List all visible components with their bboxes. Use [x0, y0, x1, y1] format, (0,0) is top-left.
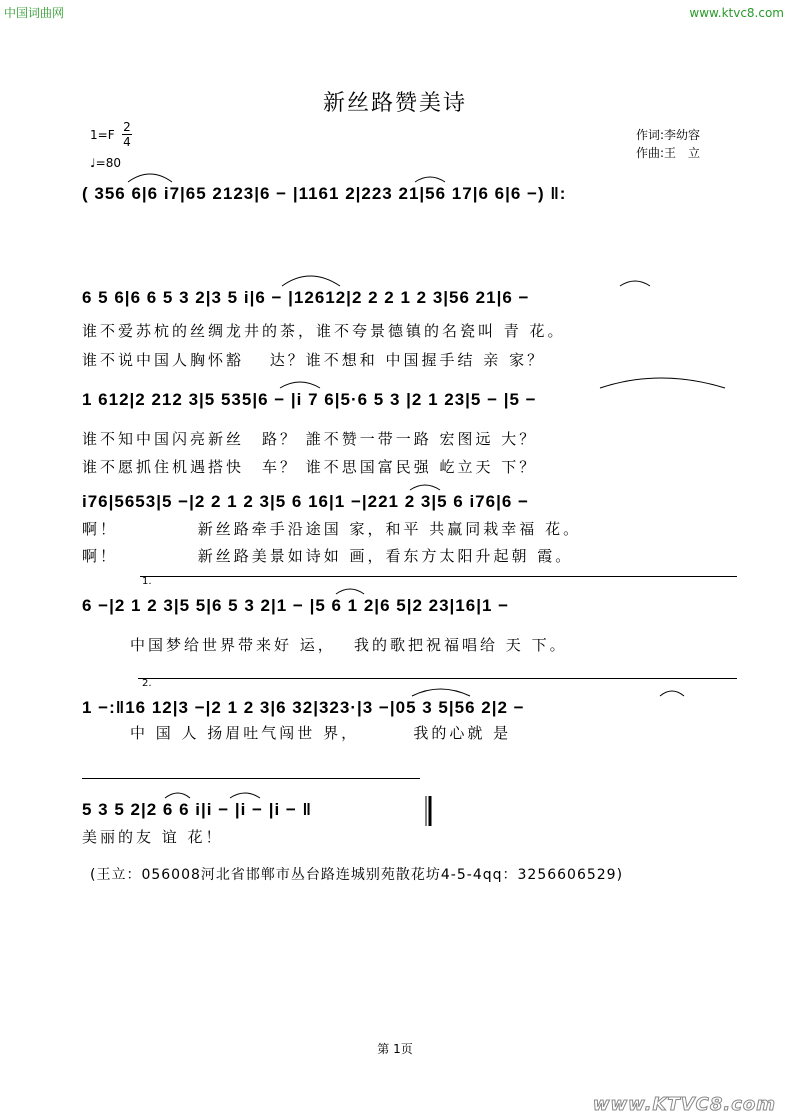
tempo-marking: ♩=80	[90, 156, 121, 170]
lyric-line-2a: 谁不爱苏杭的丝绸龙井的茶，谁不夸景德镇的名瓷叫 青 花。	[82, 322, 566, 340]
volta-2-label: 2.	[142, 678, 152, 689]
lyric-line-5: 中国梦给世界带来好 运， 我的歌把祝福唱给 天 下。	[130, 636, 568, 654]
score-line-6: 1 −:‖16 12|3 −|2 1 2 3|6 32|323·|3 −|05 3 5|56 2|2 −	[82, 698, 525, 717]
volta-1-label: 1.	[142, 576, 152, 587]
score-line-4: i76|5653|5 −|2 2 1 2 3|5 6 16|1 −|221 2 3|5 6 i76|6 −	[82, 492, 529, 511]
watermark-logo: www.KTVC8.com	[592, 1094, 776, 1115]
slur-12	[230, 793, 260, 798]
page-number: 第 1页	[377, 1042, 413, 1056]
slur-5	[280, 382, 320, 388]
slur-8	[336, 589, 364, 594]
composer-contact: (王立：056008河北省邯郸市丛台路连城别苑散花坊4-5-4qq：3256606529)	[90, 867, 624, 883]
lyric-line-4b: 啊！ 新丝路美景如诗如 画，看东方太阳升起朝 霞。	[82, 547, 574, 565]
meter-top: 2	[123, 120, 131, 134]
lyric-line-3b: 谁不愿抓住机遇搭快 车？ 谁不思国富民强 屹立天 下？	[82, 458, 538, 476]
site-logo-left[interactable]: 中国词曲网	[4, 6, 65, 20]
key-signature: 1=F	[90, 128, 115, 142]
slur-9	[412, 689, 470, 696]
slur-2	[415, 177, 445, 182]
score-line-7: 5 3 5 2|2 6 6 i|i − |i − |i − ‖	[82, 800, 313, 819]
lyric-line-4a: 啊！ 新丝路牵手沿途国 家，和平 共赢同栽幸福 花。	[82, 520, 582, 538]
lyric-line-6: 中 国 人 扬眉吐气闯世 界， 我的心就 是	[130, 724, 512, 742]
lyric-line-2b: 谁不说中国人胸怀豁 达？谁不想和 中国握手结 亲 家？	[82, 351, 546, 369]
slur-3	[282, 276, 340, 286]
score-line-2: 6 5 6|6 6 5 3 2|3 5 i|6 − |12612|2 2 2 1 2 3|56 21|6 −	[82, 288, 530, 307]
composer-credit: 作曲:王 立	[636, 146, 701, 160]
song-title: 新丝路赞美诗	[322, 91, 467, 116]
score-line-1: ( 356 6|6 i7|65 2123|6 − |1161 2|223 21|56 17|6 6|6 −) ‖:	[82, 184, 567, 203]
slur-4	[620, 281, 650, 286]
slur-10	[660, 691, 684, 696]
score-line-5: 6 −|2 1 2 3|5 5|6 5 3 2|1 − |5 6 1 2|6 5|2 23|16|1 −	[82, 596, 510, 615]
site-url-right[interactable]: www.ktvc8.com	[689, 6, 784, 20]
meter-bottom: 4	[123, 135, 131, 149]
slur-11	[165, 793, 190, 798]
slur-1	[128, 174, 172, 182]
slur-7	[410, 485, 440, 490]
slur-6	[600, 378, 725, 388]
lyricist-credit: 作词:李幼容	[636, 128, 701, 142]
score-line-3: 1 612|2 212 3|5 535|6 − |i 7 6|5·6 5 3 |2 1 23|5 − |5 −	[82, 390, 537, 409]
lyric-line-7: 美丽的友 谊 花！	[82, 828, 224, 846]
lyric-line-3a: 谁不知中国闪亮新丝 路？ 誰不赞一带一路 宏图远 大？	[82, 430, 538, 448]
